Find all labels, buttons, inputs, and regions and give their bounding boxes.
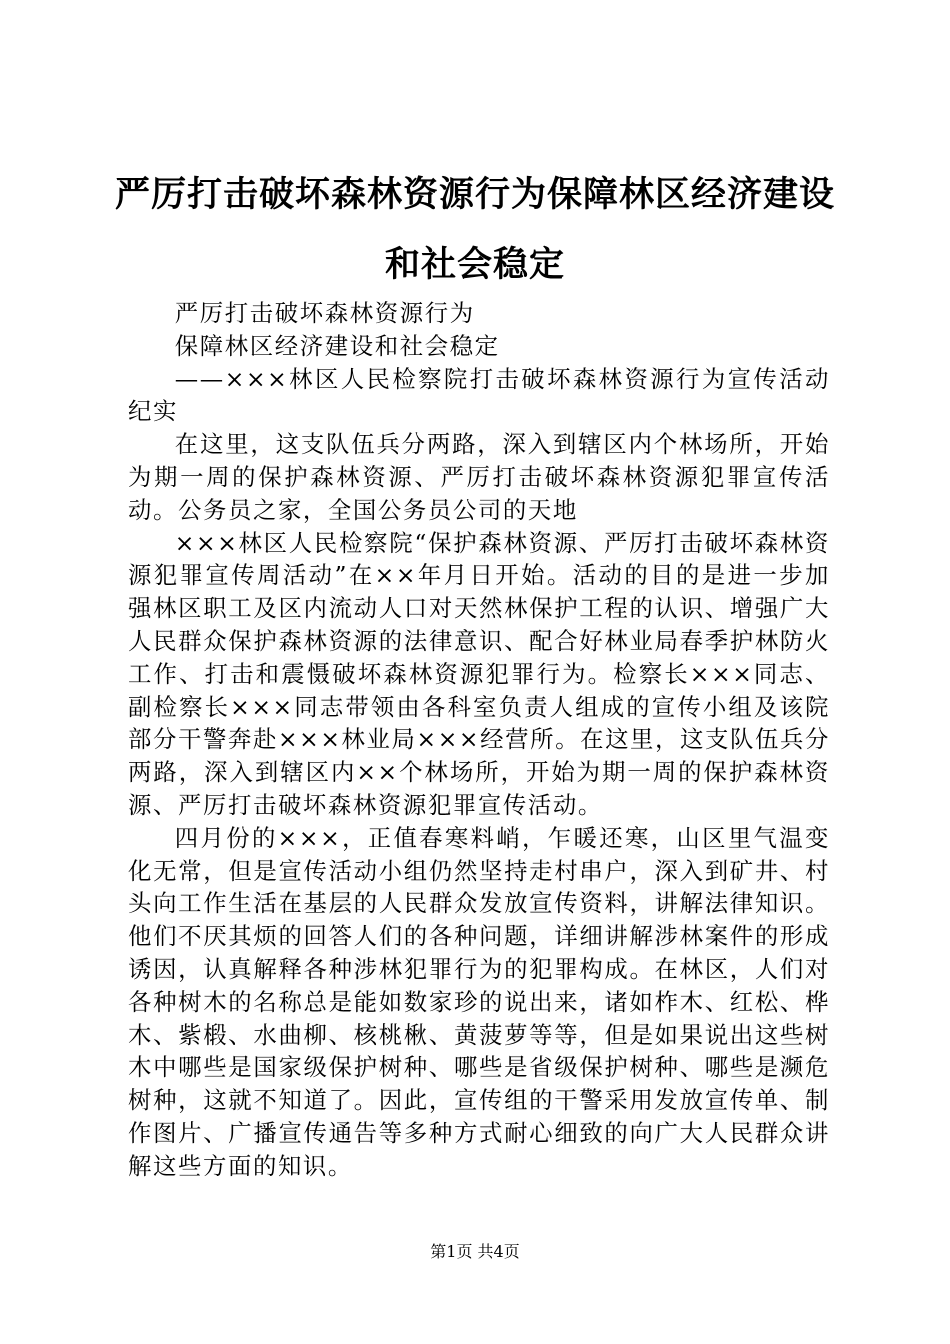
subtitle-byline: ——×××林区人民检察院打击破坏森林资源行为宣传活动纪实 (128, 364, 830, 426)
body-paragraph: 在这里，这支队伍兵分两路，深入到辖区内个林场所，开始为期一周的保护森林资源、严厉打击破坏森林资源犯罪宣传活动。公务员之家，全国公务员公司的天地 (128, 430, 830, 524)
subtitle-line-2: 保障林区经济建设和社会稳定 (174, 331, 500, 360)
body-paragraph: ×××林区人民检察院“保护森林资源、严厉打击破坏森林资源犯罪宣传周活动”在××年月日开始。活动的目的是进一步加强林区职工及区内流动人口对天然林保护工程的认识、增强广大人民群众保护森林资源的法律意识、配合好林业局春季护林防火工作、打击和震慑破坏森林资源犯罪行为。检察长×××同志、副检察长×××同志带领由各科室负责人组成的宣传小组及该院部分干警奔赴×××林业局×××经营所。在这里，这支队伍兵分两路，深入到辖区内××个林场所，开始为期一周的保护森林资源、严厉打击破坏森林资源犯罪宣传活动。 (128, 528, 831, 819)
subtitle-line-1: 严厉打击破坏森林资源行为 (174, 299, 475, 327)
page-number-footer: 第1页 共4页 (430, 1242, 520, 1261)
document-body (128, 297, 830, 1183)
body-paragraph: 四月份的×××，正值春寒料峭，乍暖还寒，山区里气温变化无常，但是宣传活动小组仍然坚持走村串户，深入到矿井、村头向工作生活在基层的人民群众发放宣传资料，讲解法律知识。他们不厌其烦的回答人们的各种问题，详细讲解涉林案件的形成诱因，认真解释各种涉林犯罪行为的犯罪构成。在林区，人们对各种树木的名称总是能如数家珍的说出来，诸如柞木、红松、桦木、紫椴、水曲柳、核桃楸、黄菠萝等等，但是如果说出这些树木中哪些是国家级保护树种、哪些是省级保护树种、哪些是濒危树种，这就不知道了。因此，宣传组的干警采用发放宣传单、制作图片、广播宣传通告等多种方式耐心细致的向广大人民群众讲解这些方面的知识。 (128, 823, 830, 1180)
document-title: 严厉打击破坏森林资源行为保障林区经济建设和社会稳定 (114, 174, 835, 285)
